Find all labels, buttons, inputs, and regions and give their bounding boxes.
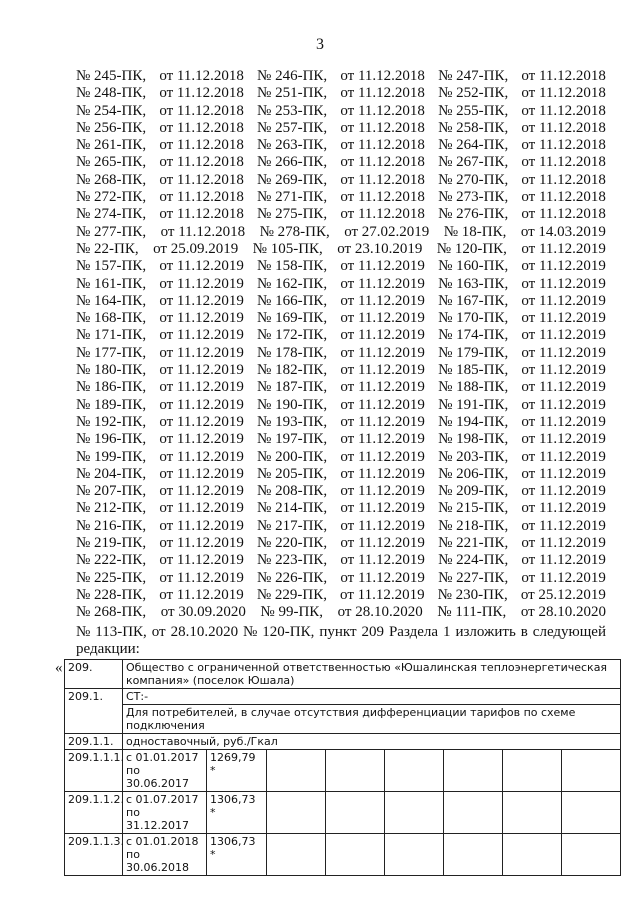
- resolution-number: № 187-ПК,: [257, 379, 328, 396]
- resolution-date: от 11.12.2018: [521, 102, 606, 119]
- resolution-line: [76, 137, 606, 154]
- resolution-number: № 111-ПК,: [437, 604, 507, 621]
- paragraph-word: следующей: [532, 624, 606, 640]
- paragraph-word: 1: [442, 624, 451, 640]
- resolution-date: от 11.12.2019: [159, 483, 244, 500]
- paragraph-word: изложить: [455, 624, 516, 640]
- resolution-number: № 229-ПК,: [256, 586, 327, 603]
- row-code: 209.1.1.1.: [65, 750, 123, 792]
- resolution-line: [76, 85, 606, 102]
- resolution-number: № 269-ПК,: [257, 171, 328, 188]
- row-code: 209.1.1.2.: [65, 792, 123, 834]
- resolution-line: [76, 276, 606, 293]
- resolution-number: № 204-ПК,: [76, 465, 147, 482]
- resolution-date: от 11.12.2018: [159, 137, 244, 154]
- resolution-date: от 11.12.2018: [340, 68, 425, 84]
- resolution-number: № 224-ПК,: [438, 552, 509, 569]
- resolution-date: от 11.12.2018: [521, 171, 606, 188]
- resolution-number: № 278-ПК,: [259, 223, 330, 240]
- table-row: [65, 792, 621, 834]
- tariff-period: с 01.07.2017 по 31.12.2017: [123, 792, 207, 834]
- resolution-date: от 11.12.2019: [340, 448, 425, 465]
- tariff-type: одноставочный, руб./Гкал: [123, 734, 621, 750]
- resolution-number: № 212-ПК,: [76, 500, 147, 517]
- resolution-line: [76, 310, 606, 327]
- resolution-line: [76, 224, 606, 241]
- resolution-number: № 276-ПК,: [438, 206, 509, 223]
- resolution-number: № 164-ПК,: [76, 292, 147, 309]
- resolution-date: от 28.10.2020: [520, 604, 606, 621]
- resolution-date: от 11.12.2019: [340, 517, 425, 534]
- resolution-line: [76, 414, 606, 431]
- resolution-number: № 171-ПК,: [76, 327, 147, 344]
- resolution-date: от 11.12.2019: [340, 258, 425, 275]
- organization-name: Общество с ограниченной ответственностью «Юшалинская теплоэнергетическая компания» (поселок Юшала): [123, 660, 621, 689]
- paragraph-first-line: [76, 624, 606, 641]
- paragraph-word: 120-ПК,: [262, 624, 315, 640]
- resolution-date: от 11.12.2018: [159, 119, 244, 136]
- resolution-date: от 11.12.2019: [521, 327, 606, 344]
- resolution-number: № 191-ПК,: [438, 396, 509, 413]
- tariff-table: [64, 659, 621, 876]
- resolution-number: № 247-ПК,: [438, 68, 509, 84]
- resolution-number: № 206-ПК,: [438, 465, 509, 482]
- resolution-date: от 11.12.2019: [521, 379, 606, 396]
- resolution-number: № 270-ПК,: [438, 171, 509, 188]
- resolution-date: от 11.12.2018: [340, 119, 425, 136]
- resolution-number: № 220-ПК,: [257, 535, 328, 552]
- resolution-number: № 263-ПК,: [257, 137, 328, 154]
- tariff-period: с 01.01.2017 по 30.06.2017: [123, 750, 207, 792]
- opening-quote-mark: «: [55, 660, 63, 676]
- resolution-number: № 190-ПК,: [257, 396, 328, 413]
- resolution-date: от 11.12.2018: [340, 137, 425, 154]
- resolution-date: от 14.03.2019: [520, 223, 606, 240]
- resolution-date: от 11.12.2019: [159, 292, 244, 309]
- resolution-number: № 266-ПК,: [257, 154, 328, 171]
- resolution-number: № 268-ПК,: [76, 171, 147, 188]
- resolution-number: № 160-ПК,: [438, 258, 509, 275]
- resolution-number: № 178-ПК,: [257, 344, 328, 361]
- resolution-number: № 227-ПК,: [438, 569, 509, 586]
- resolution-date: от 11.12.2019: [521, 240, 606, 257]
- resolution-date: от 11.12.2018: [340, 206, 425, 223]
- paragraph-second-line: редакции:: [76, 641, 140, 658]
- resolution-date: от 11.12.2018: [521, 206, 606, 223]
- resolution-date: от 11.12.2019: [521, 310, 606, 327]
- resolution-date: от 11.12.2019: [159, 344, 244, 361]
- paragraph-word: 113-ПК,: [95, 624, 147, 640]
- resolution-number: № 218-ПК,: [438, 517, 509, 534]
- page-number: 3: [316, 36, 324, 53]
- resolution-number: № 221-ПК,: [438, 535, 509, 552]
- resolution-number: № 185-ПК,: [438, 362, 509, 379]
- resolution-line: [76, 241, 606, 258]
- resolution-number: № 174-ПК,: [438, 327, 509, 344]
- resolution-date: от 11.12.2019: [521, 552, 606, 569]
- resolution-date: от 11.12.2019: [340, 275, 425, 292]
- resolution-date: от 11.12.2018: [159, 154, 244, 171]
- resolution-date: от 11.12.2018: [340, 85, 425, 102]
- resolution-number: № 252-ПК,: [438, 85, 509, 102]
- resolution-date: от 11.12.2019: [340, 413, 425, 430]
- resolution-date: от 11.12.2019: [521, 535, 606, 552]
- resolution-number: № 22-ПК,: [76, 240, 139, 257]
- resolution-line: [76, 327, 606, 344]
- resolution-line: [76, 68, 606, 85]
- resolution-number: № 273-ПК,: [438, 189, 509, 206]
- paragraph-word: пункт: [319, 624, 357, 640]
- resolution-date: от 11.12.2019: [159, 310, 244, 327]
- resolution-date: от 11.12.2019: [521, 344, 606, 361]
- resolution-date: от 11.12.2019: [340, 500, 425, 517]
- resolution-number: № 168-ПК,: [76, 310, 147, 327]
- resolution-line: [76, 466, 606, 483]
- resolution-line: [76, 120, 606, 137]
- resolution-date: от 11.12.2019: [159, 552, 244, 569]
- resolution-date: от 11.12.2019: [521, 569, 606, 586]
- resolution-date: от 11.12.2019: [159, 465, 244, 482]
- resolution-date: от 11.12.2018: [340, 154, 425, 171]
- resolution-date: от 11.12.2018: [159, 171, 244, 188]
- resolution-number: № 219-ПК,: [76, 535, 147, 552]
- resolution-number: № 177-ПК,: [76, 344, 147, 361]
- resolution-date: от 30.09.2020: [160, 604, 246, 621]
- resolution-line: [76, 483, 606, 500]
- resolution-date: от 11.12.2018: [159, 85, 244, 102]
- resolution-number: № 209-ПК,: [438, 483, 509, 500]
- resolution-date: от 11.12.2019: [159, 535, 244, 552]
- paragraph-word: №: [76, 624, 91, 640]
- resolution-number: № 275-ПК,: [257, 206, 328, 223]
- resolution-date: от 11.12.2019: [340, 292, 425, 309]
- resolution-date: от 11.12.2018: [159, 206, 244, 223]
- resolution-date: от 11.12.2018: [521, 68, 606, 84]
- resolution-date: от 11.12.2018: [340, 171, 425, 188]
- resolution-date: от 11.12.2019: [340, 396, 425, 413]
- resolution-line: [76, 431, 606, 448]
- resolution-line: [76, 570, 606, 587]
- resolution-date: от 11.12.2019: [521, 413, 606, 430]
- amendment-paragraph: [76, 624, 606, 659]
- resolution-number: № 157-ПК,: [76, 258, 147, 275]
- resolution-number: № 225-ПК,: [76, 569, 147, 586]
- resolution-line: [76, 449, 606, 466]
- resolution-number: № 271-ПК,: [257, 189, 328, 206]
- resolution-line: [76, 552, 606, 569]
- resolution-number: № 193-ПК,: [257, 413, 328, 430]
- resolution-number: № 199-ПК,: [76, 448, 147, 465]
- resolution-number: № 256-ПК,: [76, 119, 147, 136]
- resolution-date: от 11.12.2019: [340, 552, 425, 569]
- tariff-value: 1306,73 *: [207, 834, 267, 876]
- resolution-number: № 255-ПК,: [438, 102, 509, 119]
- resolution-date: от 11.12.2019: [521, 517, 606, 534]
- resolution-date: от 11.12.2018: [521, 154, 606, 171]
- resolution-line: [76, 604, 606, 621]
- resolution-date: от 11.12.2019: [521, 362, 606, 379]
- resolution-date: от 11.12.2019: [521, 448, 606, 465]
- resolution-date: от 25.09.2019: [153, 240, 239, 257]
- resolution-line: [76, 362, 606, 379]
- resolution-date: от 11.12.2019: [159, 258, 244, 275]
- resolution-date: от 11.12.2019: [159, 362, 244, 379]
- resolution-date: от 11.12.2018: [521, 137, 606, 154]
- table-row: [65, 834, 621, 876]
- resolution-number: № 208-ПК,: [257, 483, 328, 500]
- resolution-number: № 223-ПК,: [257, 552, 328, 569]
- resolution-number: № 230-ПК,: [437, 586, 508, 603]
- paragraph-word: от: [151, 624, 166, 640]
- resolution-number: № 163-ПК,: [438, 275, 509, 292]
- resolution-line: [76, 103, 606, 120]
- resolution-list: [76, 68, 606, 622]
- paragraph-word: №: [243, 624, 258, 640]
- resolution-date: от 11.12.2019: [521, 500, 606, 517]
- resolution-date: от 11.12.2018: [521, 189, 606, 206]
- resolution-date: от 11.12.2018: [159, 68, 244, 84]
- resolution-date: от 11.12.2018: [340, 102, 425, 119]
- resolution-date: от 11.12.2018: [160, 223, 246, 240]
- resolution-date: от 11.12.2019: [340, 327, 425, 344]
- resolution-number: № 251-ПК,: [257, 85, 328, 102]
- resolution-date: от 11.12.2019: [340, 310, 425, 327]
- resolution-date: от 11.12.2019: [159, 431, 244, 448]
- resolution-date: от 11.12.2019: [159, 396, 244, 413]
- resolution-line: [76, 500, 606, 517]
- resolution-date: от 11.12.2019: [340, 362, 425, 379]
- resolution-number: № 158-ПК,: [257, 258, 328, 275]
- resolution-line: [76, 379, 606, 396]
- resolution-number: № 253-ПК,: [257, 102, 328, 119]
- resolution-date: от 25.12.2019: [520, 586, 606, 603]
- system-label: СТ:-: [123, 689, 621, 705]
- resolution-number: № 192-ПК,: [76, 413, 147, 430]
- resolution-date: от 11.12.2019: [521, 275, 606, 292]
- resolution-number: № 217-ПК,: [257, 517, 328, 534]
- resolution-date: от 11.12.2018: [521, 85, 606, 102]
- resolution-date: от 11.12.2019: [340, 431, 425, 448]
- resolution-line: [76, 189, 606, 206]
- row-code: 209.1.1.: [65, 734, 123, 750]
- resolution-number: № 216-ПК,: [76, 517, 147, 534]
- resolution-number: № 246-ПК,: [257, 68, 328, 84]
- resolution-number: № 197-ПК,: [257, 431, 328, 448]
- tariff-value: 1306,73 *: [207, 792, 267, 834]
- resolution-number: № 200-ПК,: [257, 448, 328, 465]
- resolution-number: № 161-ПК,: [76, 275, 147, 292]
- resolution-number: № 99-ПК,: [260, 604, 324, 621]
- resolution-date: от 11.12.2019: [159, 327, 244, 344]
- resolution-line: [76, 518, 606, 535]
- resolution-number: № 167-ПК,: [438, 292, 509, 309]
- resolution-line: [76, 172, 606, 189]
- resolution-number: № 214-ПК,: [257, 500, 328, 517]
- paragraph-word: 209: [361, 624, 384, 640]
- table-row: [65, 689, 621, 705]
- resolution-date: от 11.12.2019: [340, 483, 425, 500]
- resolution-number: № 105-ПК,: [252, 240, 323, 257]
- resolution-date: от 11.12.2019: [521, 431, 606, 448]
- resolution-number: № 169-ПК,: [257, 310, 328, 327]
- resolution-date: от 11.12.2019: [340, 535, 425, 552]
- resolution-date: от 11.12.2019: [340, 379, 425, 396]
- resolution-line: [76, 587, 606, 604]
- resolution-date: от 11.12.2019: [521, 396, 606, 413]
- resolution-date: от 11.12.2019: [159, 379, 244, 396]
- resolution-number: № 198-ПК,: [438, 431, 509, 448]
- resolution-number: № 272-ПК,: [76, 189, 147, 206]
- resolution-date: от 27.02.2019: [344, 223, 430, 240]
- resolution-line: [76, 293, 606, 310]
- resolution-number: № 170-ПК,: [438, 310, 509, 327]
- resolution-number: № 248-ПК,: [76, 85, 147, 102]
- resolution-date: от 11.12.2019: [159, 448, 244, 465]
- resolution-date: от 11.12.2018: [340, 189, 425, 206]
- resolution-number: № 179-ПК,: [438, 344, 509, 361]
- resolution-date: от 23.10.2019: [337, 240, 423, 257]
- paragraph-word: Раздела: [388, 624, 439, 640]
- resolution-number: № 268-ПК,: [76, 604, 147, 621]
- tariff-value: 1269,79 *: [207, 750, 267, 792]
- resolution-date: от 11.12.2019: [340, 344, 425, 361]
- resolution-number: № 215-ПК,: [438, 500, 509, 517]
- resolution-date: от 11.12.2019: [159, 500, 244, 517]
- paragraph-word: 28.10.2020: [170, 624, 239, 640]
- paragraph-word: в: [520, 624, 528, 640]
- resolution-line: [76, 206, 606, 223]
- resolution-date: от 11.12.2019: [340, 465, 425, 482]
- resolution-number: № 180-ПК,: [76, 362, 147, 379]
- resolution-date: от 11.12.2019: [521, 292, 606, 309]
- resolution-date: от 28.10.2020: [337, 604, 423, 621]
- resolution-number: № 194-ПК,: [438, 413, 509, 430]
- tariff-period: с 01.01.2018 по 30.06.2018: [123, 834, 207, 876]
- resolution-date: от 11.12.2018: [159, 102, 244, 119]
- resolution-line: [76, 154, 606, 171]
- table-row: [65, 734, 621, 750]
- resolution-number: № 265-ПК,: [76, 154, 147, 171]
- table-row: [65, 705, 621, 734]
- resolution-number: № 18-ПК,: [443, 223, 507, 240]
- resolution-number: № 228-ПК,: [76, 586, 147, 603]
- resolution-date: от 11.12.2019: [159, 413, 244, 430]
- resolution-line: [76, 345, 606, 362]
- resolution-line: [76, 535, 606, 552]
- resolution-date: от 11.12.2019: [159, 569, 244, 586]
- resolution-number: № 258-ПК,: [438, 119, 509, 136]
- consumer-note: Для потребителей, в случае отсутствия дифференциации тарифов по схеме подключения: [123, 705, 621, 734]
- row-code: 209.1.: [65, 689, 123, 734]
- resolution-number: № 203-ПК,: [438, 448, 509, 465]
- resolution-date: от 11.12.2019: [521, 465, 606, 482]
- table-row: [65, 750, 621, 792]
- resolution-number: № 207-ПК,: [76, 483, 147, 500]
- resolution-date: от 11.12.2019: [521, 258, 606, 275]
- resolution-number: № 120-ПК,: [436, 240, 507, 257]
- resolution-number: № 166-ПК,: [257, 292, 328, 309]
- resolution-number: № 257-ПК,: [257, 119, 328, 136]
- resolution-number: № 226-ПК,: [257, 569, 328, 586]
- resolution-number: № 189-ПК,: [76, 396, 147, 413]
- resolution-number: № 261-ПК,: [76, 137, 147, 154]
- resolution-number: № 186-ПК,: [76, 379, 147, 396]
- resolution-number: № 188-ПК,: [438, 379, 509, 396]
- resolution-number: № 274-ПК,: [76, 206, 147, 223]
- resolution-date: от 11.12.2018: [159, 189, 244, 206]
- resolution-number: № 267-ПК,: [438, 154, 509, 171]
- resolution-number: № 182-ПК,: [257, 362, 328, 379]
- resolution-date: от 11.12.2019: [521, 483, 606, 500]
- resolution-line: [76, 258, 606, 275]
- resolution-number: № 277-ПК,: [76, 223, 147, 240]
- resolution-number: № 264-ПК,: [438, 137, 509, 154]
- resolution-date: от 11.12.2018: [521, 119, 606, 136]
- resolution-date: от 11.12.2019: [340, 569, 425, 586]
- table-row: [65, 660, 621, 689]
- resolution-number: № 254-ПК,: [76, 102, 147, 119]
- resolution-number: № 222-ПК,: [76, 552, 147, 569]
- row-code: 209.: [65, 660, 123, 689]
- resolution-number: № 172-ПК,: [257, 327, 328, 344]
- resolution-date: от 11.12.2019: [159, 517, 244, 534]
- resolution-line: [76, 397, 606, 414]
- resolution-date: от 11.12.2019: [159, 586, 244, 603]
- resolution-number: № 196-ПК,: [76, 431, 147, 448]
- resolution-number: № 162-ПК,: [257, 275, 328, 292]
- row-code: 209.1.1.3.: [65, 834, 123, 876]
- resolution-number: № 245-ПК,: [76, 68, 147, 84]
- resolution-date: от 11.12.2019: [340, 586, 425, 603]
- resolution-date: от 11.12.2019: [159, 275, 244, 292]
- resolution-number: № 205-ПК,: [257, 465, 328, 482]
